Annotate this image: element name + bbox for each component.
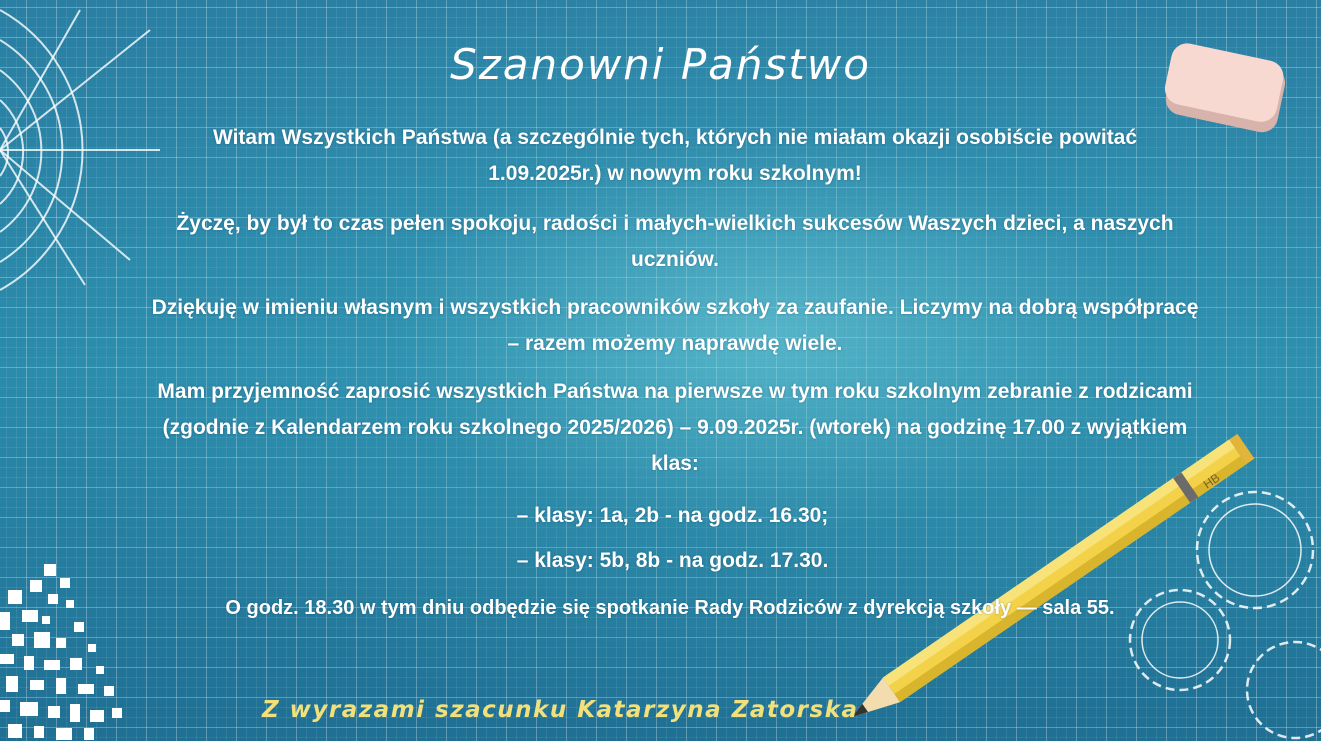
wishes-paragraph: Życzę, by był to czas pełen spokoju, radości i małych-wielkich sukcesów Waszych dzieci, a naszych uczniów. (176, 212, 1174, 271)
page-title: Szanowni Państwo (450, 40, 871, 89)
council-meeting-note: O godz. 18.30 w tym dniu odbędzie się spotkanie Rady Rodziców z dyrekcją szkoły — sala 55. (225, 597, 1115, 619)
greeting-paragraph: Witam Wszystkich Państwa (a szczególnie tych, których nie miałam okazji osobiście powitać 1.09.2025r.) w nowym roku szkolnym! (212, 126, 1138, 185)
exception-line-2: – klasy: 5b, 8b - na godz. 17.30. (516, 549, 829, 572)
pencil-label: HB (1200, 470, 1223, 492)
exception-line-1: – klasy: 1a, 2b - na godz. 16.30; (516, 504, 829, 527)
thanks-paragraph: Dziękuję w imieniu własnym i wszystkich pracowników szkoły za zaufanie. Liczymy na dobrą współpracę – razem możemy naprawdę wiele. (151, 296, 1199, 355)
invitation-paragraph: Mam przyjemność zaprosić wszystkich Państwa na pierwsze w tym roku szkolnym zebranie z rodzicami (zgodnie z Kalendarzem roku szkolnego 2025/2026) – 9.09.2025r. (wtorek) na godzinę 17.00 z wyjątkiem klas: (157, 380, 1193, 475)
pixel-pattern-decoration (0, 560, 130, 741)
signature: Z wyrazami szacunku Katarzyna Zatorska (262, 697, 859, 723)
